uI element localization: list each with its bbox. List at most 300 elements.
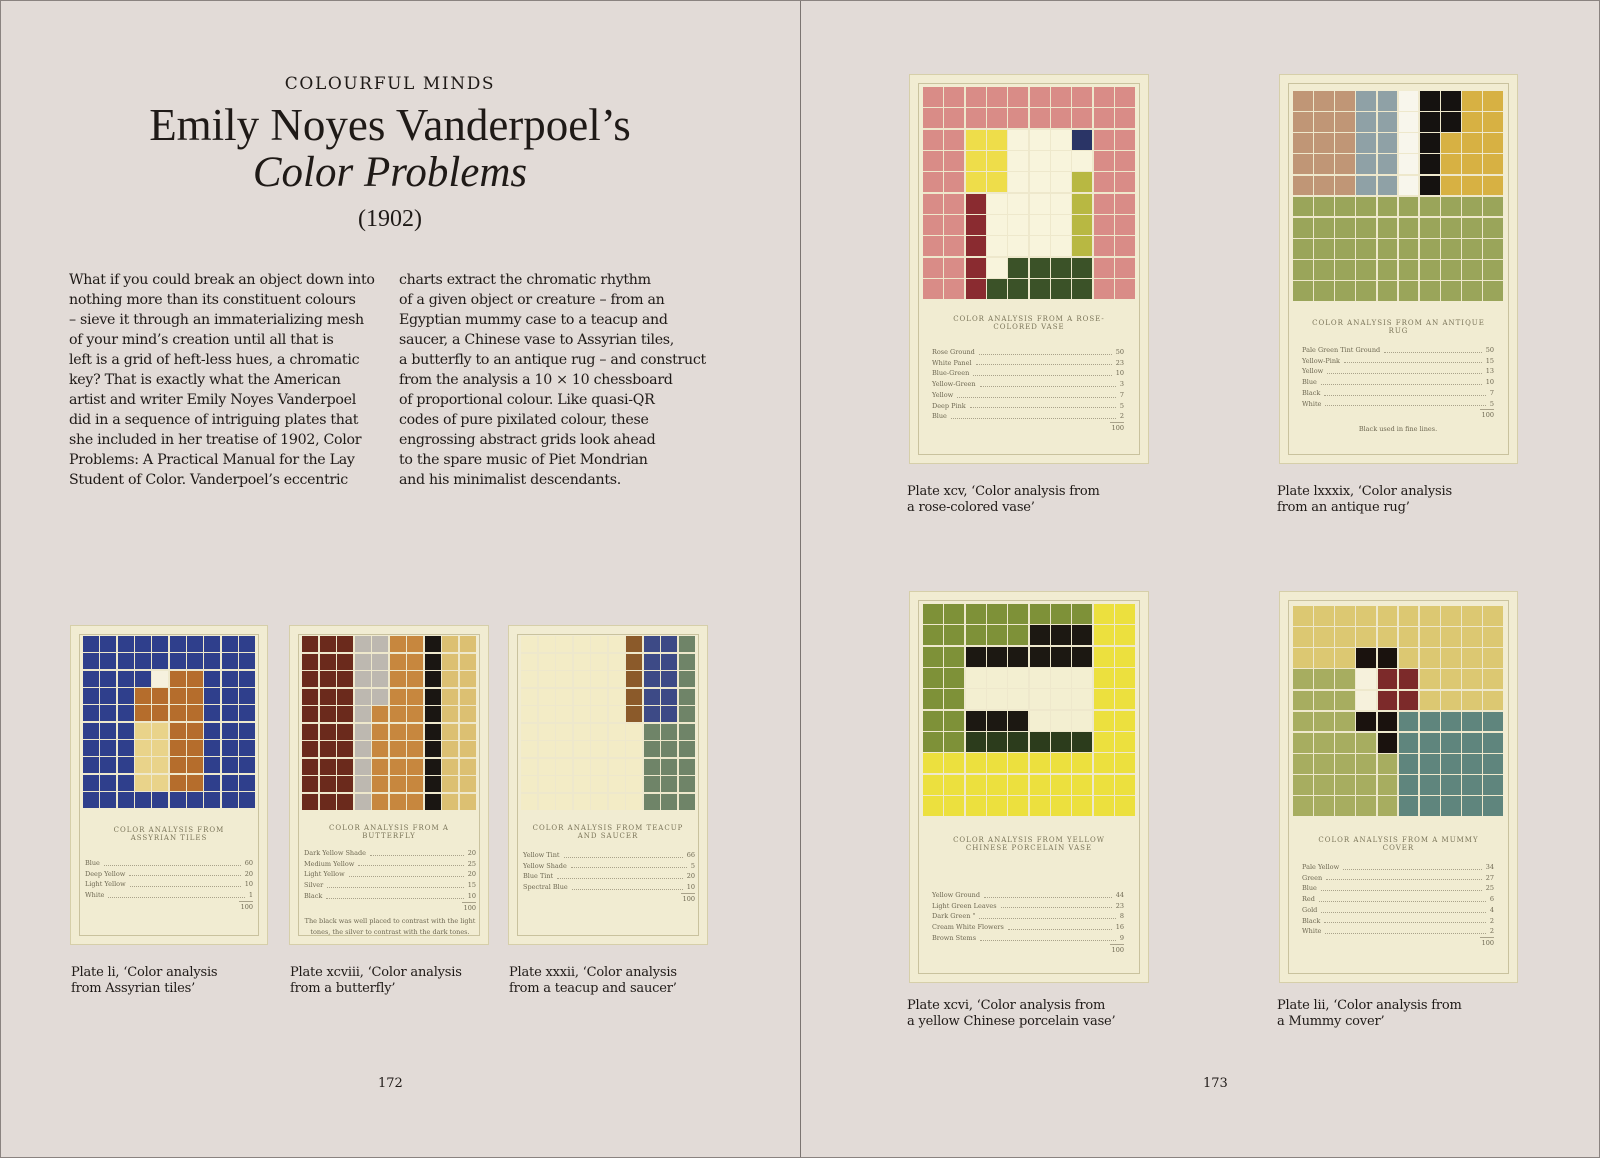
grid-cell (1441, 669, 1461, 689)
grid-cell (521, 706, 537, 722)
grid-cell (1008, 753, 1028, 773)
grid-cell (1335, 648, 1355, 668)
grid-cell (923, 796, 943, 816)
legend-value: 7 (1119, 390, 1124, 399)
grid-cell (1483, 197, 1503, 217)
grid-cell (1356, 154, 1376, 174)
grid-cell (644, 654, 660, 670)
grid-cell (390, 706, 406, 722)
grid-cell (944, 625, 964, 645)
grid-cell (170, 792, 186, 808)
grid-cell (390, 671, 406, 687)
grid-cell (1072, 604, 1092, 624)
grid-cell (539, 654, 555, 670)
grid-cell (170, 740, 186, 756)
grid-cell (1293, 606, 1313, 626)
grid-cell (1115, 775, 1135, 795)
legend-total: 100 (1111, 423, 1124, 432)
grid-cell (1115, 796, 1135, 816)
grid-cell (1420, 197, 1440, 217)
grid-cell (1335, 754, 1355, 774)
plate-caption: Plate xcv, ‘Color analysis from a rose-colored vase’ (907, 484, 1100, 515)
grid-cell (320, 741, 336, 757)
legend-value: 6 (1489, 895, 1494, 904)
grid-cell (302, 794, 318, 810)
grid-cell (222, 757, 238, 773)
grid-cell (626, 794, 642, 810)
grid-cell (222, 792, 238, 808)
grid-cell (1094, 796, 1114, 816)
grid-cell (1356, 669, 1376, 689)
grid-cell (390, 636, 406, 652)
legend-value: 9 (1119, 933, 1124, 942)
grid-cell (355, 706, 371, 722)
grid-cell (944, 172, 964, 192)
legend-row (932, 401, 1124, 412)
legend-label: Yellow Ground (932, 891, 981, 899)
grid-cell (1008, 130, 1028, 150)
grid-cell (239, 653, 255, 669)
legend-row (85, 869, 253, 880)
grid-cell (1293, 648, 1313, 668)
legend-value: 10 (1115, 369, 1124, 378)
grid-cell (118, 723, 134, 739)
color-grid (1293, 606, 1503, 816)
grid-cell (626, 724, 642, 740)
grid-cell (442, 724, 458, 740)
grid-cell (1462, 260, 1482, 280)
grid-cell (1420, 691, 1440, 711)
grid-cell (1356, 627, 1376, 647)
body-column-1: What if you could break an object down into nothing more than its constituent colours – sieve it through an immaterializing mesh of your mind’s creation until all that is left is a grid of heft-less hues, a chromatic key? That is exactly what the American artist and writer Emily Noyes Vanderpoel did in a sequence of intriguing plates that she included in her treatise of 1902, Color Problems: A Practical Manual for the Lay Student of Color. Vanderpoel’s eccentric (69, 272, 375, 488)
legend-leader (976, 358, 1112, 366)
grid-cell (355, 724, 371, 740)
legend-value: 16 (1115, 923, 1124, 932)
grid-cell (1399, 133, 1419, 153)
grid-cell (1399, 260, 1419, 280)
grid-cell (1441, 796, 1461, 816)
grid-cell (1115, 732, 1135, 752)
legend-leader (1321, 905, 1486, 913)
legend-label: Deep Yellow (85, 869, 126, 878)
legend-leader (326, 891, 463, 899)
grid-cell (1008, 775, 1028, 795)
legend-label: Silver (304, 881, 324, 890)
legend-row (304, 859, 476, 870)
legend-row (932, 933, 1124, 944)
grid-cell (204, 705, 220, 721)
legend-value: 5 (690, 861, 695, 870)
grid-cell (521, 724, 537, 740)
grid-cell (1441, 112, 1461, 132)
grid-cell (966, 194, 986, 214)
grid-cell (609, 706, 625, 722)
grid-cell (923, 625, 943, 645)
grid-cell (1441, 691, 1461, 711)
legend-value: 20 (467, 870, 476, 879)
grid-cell (302, 654, 318, 670)
grid-cell (222, 636, 238, 652)
plate-teacup (509, 626, 707, 944)
grid-cell (83, 792, 99, 808)
legend-total: 100 (1481, 411, 1494, 420)
grid-cell (966, 279, 986, 299)
grid-cell (1008, 236, 1028, 256)
grid-cell (1008, 689, 1028, 709)
grid-cell (591, 706, 607, 722)
legend-label: White (1302, 927, 1322, 936)
grid-cell (591, 759, 607, 775)
grid-cell (1378, 754, 1398, 774)
legend-label: Black (1302, 916, 1321, 925)
plate-title: COLOR ANALYSIS FROM A BUTTERFLY (329, 824, 449, 840)
grid-cell (923, 215, 943, 235)
grid-cell (1335, 197, 1355, 217)
grid-cell (1399, 627, 1419, 647)
grid-cell (661, 759, 677, 775)
grid-cell (923, 711, 943, 731)
grid-cell (337, 671, 353, 687)
grid-cell (1051, 668, 1071, 688)
grid-cell (644, 759, 660, 775)
grid-cell (626, 689, 642, 705)
grid-cell (239, 775, 255, 791)
grid-cell (1462, 712, 1482, 732)
color-grid (923, 87, 1135, 299)
grid-cell (204, 775, 220, 791)
plate-title: COLOR ANALYSIS FROM A ROSE-COLORED VASE (953, 315, 1105, 331)
legend-leader (1324, 916, 1486, 924)
grid-cell (1094, 604, 1114, 624)
grid-cell (1378, 712, 1398, 732)
grid-cell (1115, 753, 1135, 773)
grid-cell (1314, 754, 1334, 774)
grid-cell (1399, 669, 1419, 689)
grid-cell (923, 279, 943, 299)
plate-title: COLOR ANALYSIS FROM TEACUP AND SAUCER (532, 824, 684, 840)
grid-cell (1030, 668, 1050, 688)
grid-cell (337, 776, 353, 792)
grid-cell (204, 740, 220, 756)
grid-cell (118, 705, 134, 721)
legend-value: 50 (1115, 348, 1124, 356)
grid-cell (1399, 691, 1419, 711)
grid-cell (425, 776, 441, 792)
grid-cell (944, 279, 964, 299)
grid-cell (355, 689, 371, 705)
grid-cell (372, 724, 388, 740)
grid-cell (1441, 239, 1461, 259)
grid-cell (923, 172, 943, 192)
grid-cell (1335, 176, 1355, 196)
legend-label: Cream White Flowers (932, 923, 1004, 932)
grid-cell (1051, 172, 1071, 192)
legend-value: 25 (467, 859, 476, 868)
grid-cell (1462, 154, 1482, 174)
grid-cell (591, 794, 607, 810)
grid-cell (1030, 279, 1050, 299)
grid-cell (923, 732, 943, 752)
grid-cell (1483, 712, 1503, 732)
grid-cell (152, 705, 168, 721)
grid-cell (372, 759, 388, 775)
grid-cell (1356, 218, 1376, 238)
grid-cell (1335, 775, 1355, 795)
grid-cell (1293, 260, 1313, 280)
grid-cell (987, 236, 1007, 256)
legend-row (304, 848, 476, 859)
grid-cell (1293, 627, 1313, 647)
grid-cell (1378, 176, 1398, 196)
grid-cell (1072, 108, 1092, 128)
grid-cell (135, 688, 151, 704)
grid-cell (1420, 648, 1440, 668)
legend-leader (957, 390, 1116, 398)
grid-cell (944, 732, 964, 752)
grid-cell (987, 689, 1007, 709)
grid-cell (987, 753, 1007, 773)
legend-leader (370, 848, 464, 856)
legend-row (85, 858, 253, 869)
legend-leader (1319, 894, 1486, 902)
grid-cell (987, 108, 1007, 128)
grid-cell (923, 130, 943, 150)
grid-cell (574, 654, 590, 670)
legend-label: Blue-Green (932, 369, 970, 378)
legend-leader (979, 911, 1115, 919)
grid-cell (1115, 215, 1135, 235)
grid-cell (1483, 112, 1503, 132)
grid-cell (1051, 604, 1071, 624)
grid-cell (1008, 647, 1028, 667)
grid-cell (966, 796, 986, 816)
legend-label: White (1302, 399, 1322, 408)
grid-cell (1335, 112, 1355, 132)
grid-cell (1030, 258, 1050, 278)
grid-cell (1420, 754, 1440, 774)
grid-cell (1356, 197, 1376, 217)
grid-cell (1072, 215, 1092, 235)
grid-cell (204, 723, 220, 739)
grid-cell (1030, 87, 1050, 107)
plate-title: COLOR ANALYSIS FROM YELLOW CHINESE PORCELAIN VASE (953, 836, 1105, 852)
grid-cell (1378, 627, 1398, 647)
plate-caption: Plate xcvi, ‘Color analysis from a yellow Chinese porcelain vase’ (907, 998, 1116, 1029)
grid-cell (302, 741, 318, 757)
grid-cell (1483, 691, 1503, 711)
grid-cell (591, 724, 607, 740)
grid-cell (626, 741, 642, 757)
grid-cell (1072, 279, 1092, 299)
grid-cell (355, 741, 371, 757)
grid-cell (442, 776, 458, 792)
grid-cell (1441, 281, 1461, 301)
grid-cell (302, 689, 318, 705)
grid-cell (1441, 176, 1461, 196)
grid-cell (222, 775, 238, 791)
legend-row (932, 347, 1124, 358)
legend-row (1302, 345, 1494, 356)
grid-cell (1483, 218, 1503, 238)
grid-cell (302, 671, 318, 687)
legend-total: 100 (1481, 938, 1494, 947)
grid-cell (1483, 775, 1503, 795)
legend-row (1302, 388, 1494, 399)
grid-cell (1072, 732, 1092, 752)
grid-cell (661, 689, 677, 705)
plate-legend (1302, 345, 1494, 435)
legend-leader (104, 858, 241, 866)
grid-cell (1399, 775, 1419, 795)
grid-cell (987, 796, 1007, 816)
legend-leader (1321, 377, 1482, 385)
grid-cell (1378, 648, 1398, 668)
grid-cell (1030, 689, 1050, 709)
legend-leader (349, 869, 464, 877)
legend-label: Dark Green " (932, 912, 976, 921)
grid-cell (187, 740, 203, 756)
grid-cell (1356, 606, 1376, 626)
grid-cell (1420, 154, 1440, 174)
grid-cell (966, 172, 986, 192)
body-column-2: charts extract the chromatic rhythm of a given object or creature – from an Egyptian mummy case to a teacup and saucer, a Chinese vase to Assyrian tiles, a butterfly to an antique rug – and construct from the analysis a 10 × 10 chessboard of proportional colour. Like quasi-QR codes of pure pixilated colour, these engrossing abstract grids look ahead to the spare music of Piet Mondrian and his minimalist descendants. (399, 272, 706, 488)
grid-cell (1314, 239, 1334, 259)
grid-cell (661, 636, 677, 652)
grid-cell (1399, 754, 1419, 774)
legend-leader (1326, 873, 1482, 881)
legend-row (1302, 916, 1494, 927)
grid-cell (135, 705, 151, 721)
grid-cell (302, 636, 318, 652)
grid-cell (1335, 239, 1355, 259)
grid-cell (1399, 176, 1419, 196)
legend-leader (984, 890, 1112, 898)
grid-cell (1293, 691, 1313, 711)
grid-cell (1356, 775, 1376, 795)
grid-cell (1008, 625, 1028, 645)
grid-cell (1051, 711, 1071, 731)
grid-cell (1072, 689, 1092, 709)
grid-cell (1094, 194, 1114, 214)
grid-cell (1293, 796, 1313, 816)
grid-cell (1462, 754, 1482, 774)
grid-cell (442, 636, 458, 652)
grid-cell (944, 796, 964, 816)
grid-cell (1115, 87, 1135, 107)
legend-label: Pale Yellow (1302, 863, 1340, 871)
grid-cell (425, 741, 441, 757)
grid-cell (320, 794, 336, 810)
grid-cell (644, 794, 660, 810)
grid-cell (1441, 606, 1461, 626)
legend-value: 10 (467, 891, 476, 900)
grid-cell (556, 654, 572, 670)
grid-cell (1399, 112, 1419, 132)
grid-cell (460, 654, 476, 670)
grid-cell (1030, 625, 1050, 645)
grid-cell (944, 689, 964, 709)
grid-cell (83, 671, 99, 687)
grid-cell (100, 792, 116, 808)
legend-leader (980, 379, 1116, 387)
plate-title: COLOR ANALYSIS FROM ASSYRIAN TILES (113, 826, 225, 842)
legend-value: 7 (1489, 388, 1494, 397)
grid-cell (407, 671, 423, 687)
grid-cell (1115, 279, 1135, 299)
grid-cell (1399, 197, 1419, 217)
grid-cell (609, 636, 625, 652)
grid-cell (1378, 239, 1398, 259)
grid-cell (355, 759, 371, 775)
grid-cell (1314, 197, 1334, 217)
legend-value: 4 (1489, 905, 1494, 914)
grid-cell (987, 87, 1007, 107)
grid-cell (626, 759, 642, 775)
grid-cell (1462, 281, 1482, 301)
grid-cell (1483, 733, 1503, 753)
legend-value: 10 (244, 880, 253, 889)
grid-cell (966, 647, 986, 667)
article-title-italic: Color Problems (252, 149, 528, 196)
grid-cell (1420, 733, 1440, 753)
plate-assyrian (71, 626, 267, 944)
legend-label: Yellow-Green (932, 380, 976, 389)
grid-cell (1008, 215, 1028, 235)
grid-cell (644, 636, 660, 652)
grid-cell (944, 753, 964, 773)
legend-total: 100 (240, 902, 253, 911)
grid-cell (170, 757, 186, 773)
grid-cell (1008, 87, 1028, 107)
grid-cell (1420, 796, 1440, 816)
legend-row (523, 861, 695, 872)
grid-cell (644, 671, 660, 687)
grid-cell (1378, 91, 1398, 111)
grid-cell (118, 688, 134, 704)
legend-label: Blue Tint (523, 872, 554, 881)
grid-cell (1008, 151, 1028, 171)
grid-cell (644, 706, 660, 722)
grid-cell (425, 794, 441, 810)
grid-cell (1399, 218, 1419, 238)
legend-leader (129, 869, 240, 877)
grid-cell (320, 671, 336, 687)
grid-cell (460, 759, 476, 775)
grid-cell (923, 604, 943, 624)
grid-cell (1314, 627, 1334, 647)
grid-cell (152, 653, 168, 669)
grid-cell (521, 759, 537, 775)
grid-cell (1462, 627, 1482, 647)
grid-cell (135, 740, 151, 756)
legend-label: Black (304, 891, 323, 900)
plate-antique-rug (1280, 75, 1517, 463)
grid-cell (1030, 108, 1050, 128)
grid-cell (966, 130, 986, 150)
grid-cell (1115, 625, 1135, 645)
grid-cell (1115, 647, 1135, 667)
legend-leader (1321, 883, 1482, 891)
grid-cell (966, 108, 986, 128)
legend-value: 5 (1489, 399, 1494, 408)
grid-cell (661, 794, 677, 810)
legend-label: Yellow Shade (523, 861, 567, 870)
grid-cell (320, 636, 336, 652)
grid-cell (1051, 279, 1071, 299)
legend-value: 13 (1485, 367, 1494, 376)
grid-cell (944, 194, 964, 214)
grid-cell (644, 776, 660, 792)
